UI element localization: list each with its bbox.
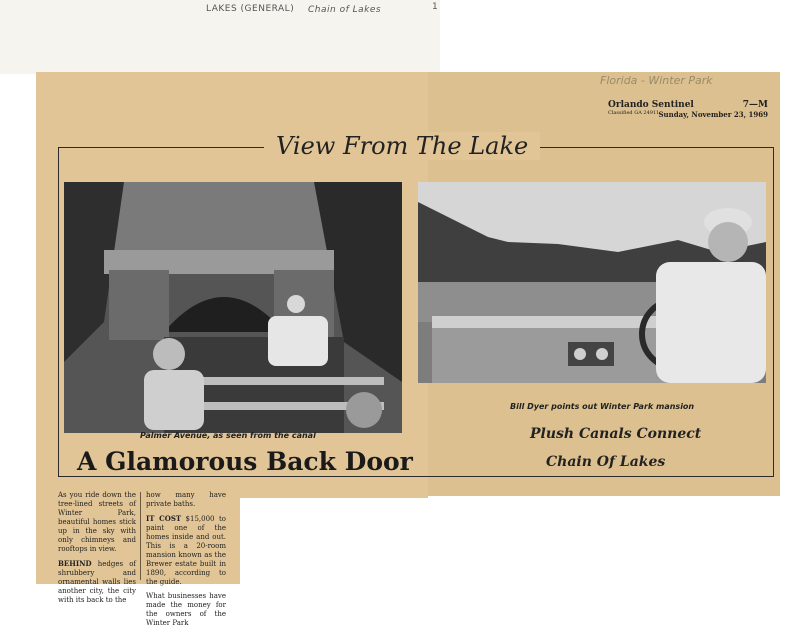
clipping-bottom-strip bbox=[240, 488, 420, 498]
page-number: 7—M bbox=[742, 100, 768, 110]
article-column-1 bbox=[58, 491, 136, 610]
article-paragraph bbox=[58, 559, 136, 605]
column-divider bbox=[140, 492, 141, 580]
headline-right-line1: Plush Canals Connect bbox=[530, 426, 702, 442]
photo-canal-bridge bbox=[64, 182, 402, 433]
paragraph-lead: IT COST bbox=[146, 514, 182, 523]
right-photo-caption: Bill Dyer points out Winter Park mansion bbox=[510, 402, 695, 411]
page-margin bbox=[240, 498, 800, 584]
headline-back-door: A Glamorous Back Door bbox=[77, 447, 413, 476]
lake-boat-image bbox=[418, 182, 766, 383]
headline-right-line2: Chain Of Lakes bbox=[546, 454, 666, 470]
masthead bbox=[608, 100, 768, 119]
folder-mark: 1 bbox=[432, 2, 439, 12]
article-paragraph bbox=[146, 514, 226, 587]
left-photo-caption: Palmer Avenue, as seen from the canal bbox=[140, 431, 316, 440]
paragraph-text: hedges of shrubbery and ornamental walls lies another city, the city with its back to the bbox=[58, 560, 136, 604]
folder-subject-label: Chain of Lakes bbox=[308, 5, 382, 15]
handwritten-location: Florida - Winter Park bbox=[600, 74, 713, 87]
canal-bridge-image bbox=[64, 182, 402, 433]
article-column-2 bbox=[146, 491, 226, 633]
newspaper-name: Orlando Sentinel bbox=[608, 100, 694, 110]
publication-date: Sunday, November 23, 1969 bbox=[658, 110, 768, 119]
section-title: View From The Lake bbox=[264, 132, 540, 160]
article-paragraph: As you ride down the tree-lined streets of Winter Park, beautiful homes stick up in the sky with only chimneys and rooftops in view. bbox=[58, 491, 136, 553]
photo-lake-boat bbox=[418, 182, 766, 383]
classified-note: Classified GA 24911 bbox=[608, 110, 660, 116]
folder-category-label: LAKES (GENERAL) bbox=[206, 4, 295, 14]
article-paragraph: What businesses have made the money for the owners of the Winter Park bbox=[146, 592, 226, 627]
article-paragraph: how many have private baths. bbox=[146, 491, 226, 508]
paragraph-lead: BEHIND bbox=[58, 559, 92, 568]
paragraph-text: $15,000 to paint one of the homes inside and out. This is a 20-room mansion known as the Brewer estate built in 1890, according to the guide. bbox=[146, 515, 226, 586]
folder-tab bbox=[0, 0, 440, 74]
